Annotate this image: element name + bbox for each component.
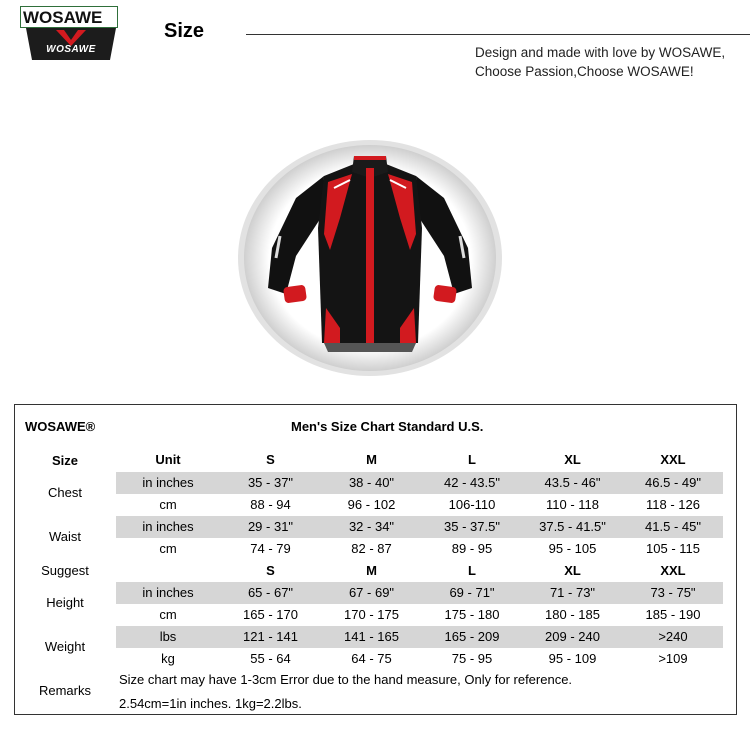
height-label: Height <box>46 595 84 610</box>
height-inches-xxl: 73 - 75" <box>650 585 696 600</box>
waist-inches-unit: in inches <box>142 519 194 534</box>
page-title: Size <box>164 20 205 42</box>
height-cm-m: 170 - 175 <box>344 607 399 622</box>
chart-title: Men's Size Chart Standard U.S. <box>291 419 484 434</box>
chest-inches-l: 42 - 43.5" <box>444 475 500 490</box>
weight-kg-s: 55 - 64 <box>250 651 291 666</box>
weight-lbs-unit: lbs <box>159 629 177 644</box>
remarks-label: Remarks <box>38 683 91 698</box>
height-inches-l: 69 - 71" <box>449 585 495 600</box>
chest-cm-s: 88 - 94 <box>250 497 291 512</box>
weight-kg-m: 64 - 75 <box>351 651 392 666</box>
title-divider <box>246 34 750 35</box>
tagline-line-1: Design and made with love by WOSAWE, <box>475 45 726 60</box>
suggest-size-l: L <box>468 563 476 578</box>
height-inches-s: 65 - 67" <box>247 585 294 600</box>
weight-lbs-l: 165 - 209 <box>444 629 500 644</box>
waist-cm-s: 74 - 79 <box>250 541 291 556</box>
waist-cm-m: 82 - 87 <box>351 541 392 556</box>
waist-cm-xxl: 105 - 115 <box>646 541 700 556</box>
size-chart <box>14 404 737 715</box>
weight-kg-xxl: >109 <box>658 651 688 666</box>
waist-cm-l: 89 - 95 <box>451 541 493 556</box>
suggest-size-xl: XL <box>564 563 581 578</box>
height-inches-unit: in inches <box>142 585 194 600</box>
suggest-size-xxl: XXL <box>660 563 686 578</box>
size-header-m: M <box>366 452 377 467</box>
remarks-line-1: Size chart may have 1-3cm Error due to the hand measure, Only for reference. <box>119 672 573 687</box>
suggest-size-m: M <box>366 563 377 578</box>
height-cm-s: 165 - 170 <box>243 607 298 622</box>
height-cm-xxl: 185 - 190 <box>645 607 701 622</box>
waist-cm-xl: 95 - 105 <box>548 541 597 556</box>
chest-cm-xxl: 118 - 126 <box>646 497 700 512</box>
size-label: Size <box>51 453 78 468</box>
chest-inches-m: 38 - 40" <box>348 475 395 490</box>
weight-kg-l: 75 - 95 <box>451 651 493 666</box>
chest-cm-unit: cm <box>159 497 177 512</box>
weight-lbs-xl: 209 - 240 <box>545 629 600 644</box>
chest-cm-xl: 110 - 118 <box>545 497 599 512</box>
chest-inches-unit: in inches <box>142 475 194 490</box>
waist-inches-xl: 37.5 - 41.5" <box>539 519 606 534</box>
weight-kg-xl: 95 - 109 <box>548 651 597 666</box>
size-header-xl: XL <box>564 452 581 467</box>
size-header-l: L <box>468 452 476 467</box>
chart-brand: WOSAWE® <box>25 419 96 434</box>
weight-label: Weight <box>44 639 86 654</box>
tagline <box>475 43 725 81</box>
height-cm-l: 175 - 180 <box>444 607 500 622</box>
chest-inches-xxl: 46.5 - 49" <box>645 475 701 490</box>
weight-lbs-m: 141 - 165 <box>344 629 399 644</box>
weight-kg-unit: kg <box>161 651 175 666</box>
brand-logo-text: WOSAWE <box>20 6 118 28</box>
height-inches-xl: 71 - 73" <box>549 585 596 600</box>
weight-lbs-s: 121 - 141 <box>243 629 298 644</box>
height-inches-m: 67 - 69" <box>348 585 395 600</box>
chest-inches-xl: 43.5 - 46" <box>544 475 601 490</box>
suggest-label: Suggest <box>41 563 89 578</box>
brand-badge <box>26 28 116 60</box>
size-header-xxl: XXL <box>660 452 686 467</box>
chest-label: Chest <box>48 485 82 500</box>
brand-logo <box>20 6 120 58</box>
waist-inches-xxl: 41.5 - 45" <box>645 519 701 534</box>
waist-inches-s: 29 - 31" <box>247 519 294 534</box>
waist-cm-unit: cm <box>159 541 177 556</box>
height-cm-unit: cm <box>159 607 177 622</box>
size-header-s: S <box>266 452 275 467</box>
chest-cm-m: 96 - 102 <box>347 497 396 512</box>
remarks-line-2: 2.54cm=1in inches. 1kg=2.2lbs. <box>119 696 302 711</box>
weight-lbs-xxl: >240 <box>658 629 688 644</box>
chest-inches-s: 35 - 37" <box>247 475 294 490</box>
waist-inches-l: 35 - 37.5" <box>444 519 500 534</box>
brand-badge-text: WOSAWE <box>46 44 96 55</box>
product-image <box>236 138 504 378</box>
waist-label: Waist <box>48 529 82 544</box>
unit-header: Unit <box>155 452 181 467</box>
suggest-size-s: S <box>266 563 275 578</box>
tagline-line-2: Choose Passion,Choose WOSAWE! <box>475 64 694 79</box>
height-cm-xl: 180 - 185 <box>545 607 600 622</box>
chest-cm-l: 106-110 <box>448 497 496 512</box>
waist-inches-m: 32 - 34" <box>348 519 395 534</box>
